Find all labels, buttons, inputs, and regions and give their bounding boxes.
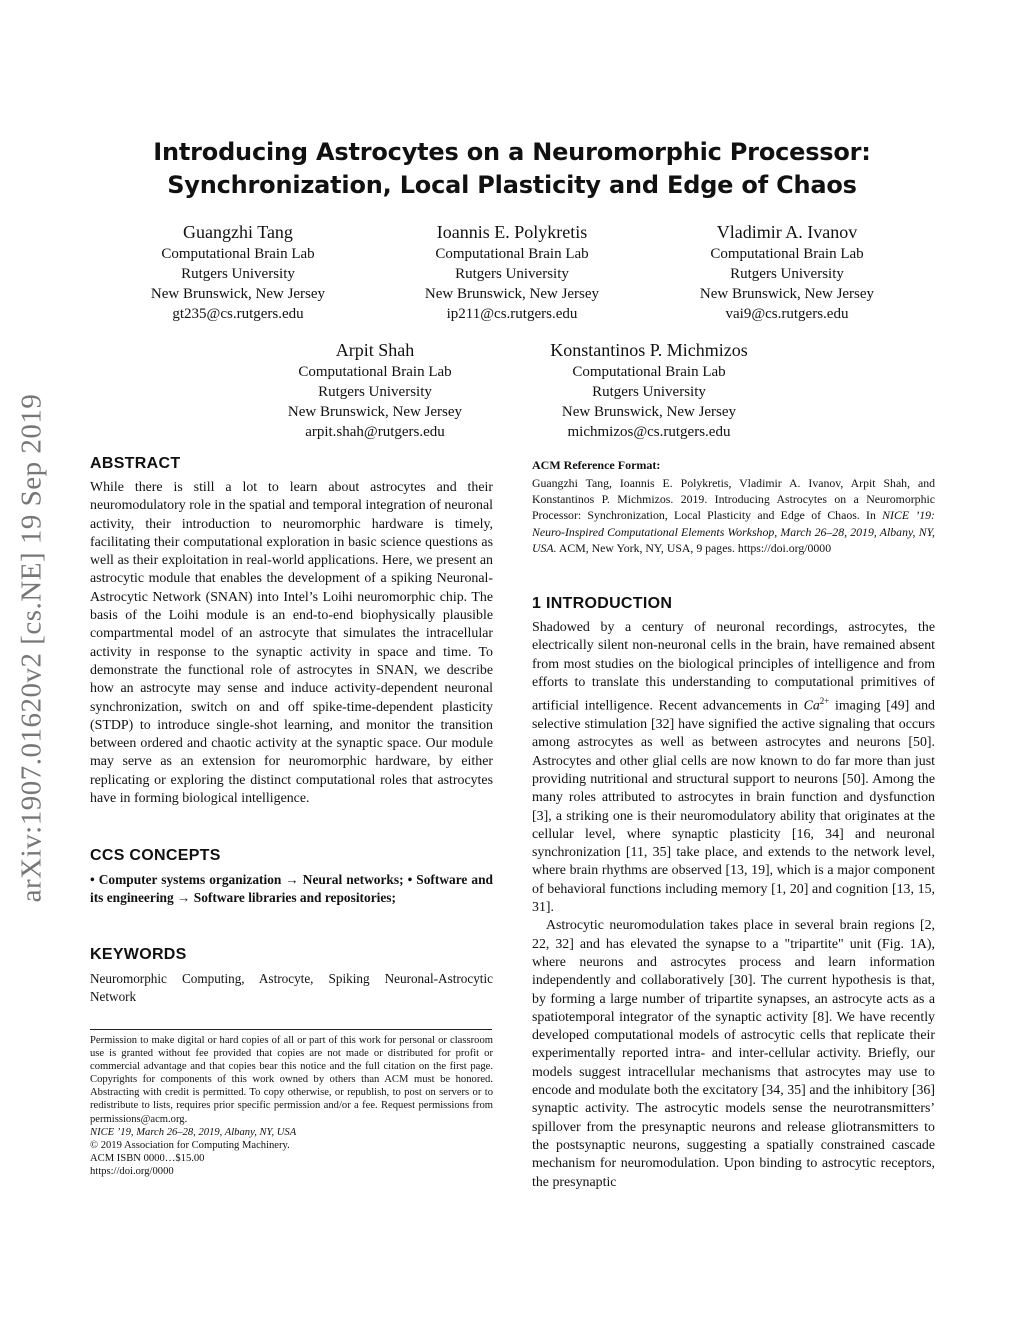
author-location: New Brunswick, New Jersey xyxy=(699,286,875,302)
author-location: New Brunswick, New Jersey xyxy=(287,404,463,420)
author-name: Ioannis E. Polykretis xyxy=(436,222,588,242)
abstract-section xyxy=(90,455,493,808)
abstract-heading: ABSTRACT xyxy=(90,455,181,472)
acm-reference-main: Guangzhi Tang, Ioannis E. Polykretis, Vladimir A. Ivanov, Arpit Shah, and Konstantinos P. Michmizos. 2019. Introducing Astrocytes on a Neuromorphic Processor: Synchronization, Local Plasticity and Edge of Chaos. In xyxy=(532,476,935,523)
author-name: Arpit Shah xyxy=(335,340,415,360)
ccs-heading: CCS CONCEPTS xyxy=(90,847,221,864)
ccs-text: • Computer systems organization → Neural networks; • Software and its engineering → Software libraries and repositories; xyxy=(90,872,493,906)
author-location: New Brunswick, New Jersey xyxy=(561,404,737,420)
author-block xyxy=(108,220,368,324)
author-email[interactable]: vai9@cs.rutgers.edu xyxy=(725,306,849,322)
acm-reference-venue: NICE ’19: Neuro-Inspired Computational Elements Workshop, March 26–28, 2019, Albany, NY, USA. xyxy=(532,508,935,555)
permission-venue: NICE ’19, March 26–28, 2019, Albany, NY, USA xyxy=(90,1126,297,1138)
author-lab: Computational Brain Lab xyxy=(435,246,589,262)
author-email[interactable]: arpit.shah@rutgers.edu xyxy=(305,424,445,440)
author-email[interactable]: michmizos@cs.rutgers.edu xyxy=(567,424,731,440)
acm-reference xyxy=(532,458,935,556)
author-block xyxy=(382,220,642,324)
keywords-section xyxy=(90,946,493,1007)
title-line-1: Introducing Astrocytes on a Neuromorphic Processor: xyxy=(153,138,871,166)
author-university: Rutgers University xyxy=(592,384,706,400)
abstract-text: While there is still a lot to learn about astrocytes and their neuromodulatory role in the spatial and temporal integration of neuronal activity, their introduction to neuromorphic hardware is timely, facilitating their computational exploration in basic science questions as well as their exploitation in real-world applications. Here, we present an astrocytic module that enables the development of a spiking Neuronal-Astrocytic Network (SNAN) into Intel’s Loihi neuromorphic chip. The basis of the Loihi module is an end-to-end biophysically plausible compartmental model of an astrocyte that simulates the intracellular activity in response to the synaptic activity in space and time. To demonstrate the functional role of astrocytes in SNAN, we describe how an astrocyte may sense and induce activity-dependent neuronal synchronization, switch on and off spike-time-dependent plasticity (STDP) to introduce single-shot learning, and monitor the transition between ordered and chaotic activity at the synaptic space. Our module may serve as an extension for neuromorphic hardware, by either replicating or exploring the distinct computational roles that astrocytes have in forming biological intelligence. xyxy=(90,480,493,807)
author-lab: Computational Brain Lab xyxy=(161,246,315,262)
arxiv-watermark xyxy=(10,348,54,948)
author-email[interactable]: ip211@cs.rutgers.edu xyxy=(446,306,578,322)
author-university: Rutgers University xyxy=(318,384,432,400)
title-line-2: Synchronization, Local Plasticity and Edge of Chaos xyxy=(167,171,857,199)
ccs-section xyxy=(90,847,493,908)
author-location: New Brunswick, New Jersey xyxy=(150,286,326,302)
permission-copyright: © 2019 Association for Computing Machinery. xyxy=(90,1139,290,1151)
author-block xyxy=(519,338,779,442)
author-lab: Computational Brain Lab xyxy=(298,364,452,380)
author-location: New Brunswick, New Jersey xyxy=(424,286,600,302)
footnote-rule xyxy=(90,1029,492,1030)
introduction-section xyxy=(532,595,935,1192)
acm-reference-text xyxy=(532,475,935,556)
permission-doi[interactable]: https://doi.org/0000 xyxy=(90,1165,174,1177)
author-name: Konstantinos P. Michmizos xyxy=(550,340,748,360)
author-lab: Computational Brain Lab xyxy=(710,246,864,262)
permission-isbn: ACM ISBN 0000…$15.00 xyxy=(90,1152,205,1164)
author-name: Vladimir A. Ivanov xyxy=(716,222,858,242)
author-university: Rutgers University xyxy=(181,266,295,282)
author-email[interactable]: gt235@cs.rutgers.edu xyxy=(172,306,304,322)
keywords-text: Neuromorphic Computing, Astrocyte, Spiking Neuronal-Astrocytic Network xyxy=(90,971,493,1005)
intro-p1-calcium: Ca xyxy=(803,698,820,714)
author-university: Rutgers University xyxy=(730,266,844,282)
intro-paragraph-1 xyxy=(532,619,935,917)
acm-reference-heading: ACM Reference Format: xyxy=(532,458,661,472)
arxiv-id: arXiv:1907.01620v2 [cs.NE] 19 Sep 2019 xyxy=(15,393,48,903)
paper-title xyxy=(90,136,934,202)
keywords-heading: KEYWORDS xyxy=(90,946,187,963)
intro-paragraph-2: Astrocytic neuromodulation takes place in several brain regions [2, 22, 32] and has elevated the synapse to a "tripartite" unit (Fig. 1A), where neurons and astrocytes process and learn information independently and collaboratively [30]. The current hypothesis is that, by forming a large number of tripartite synapses, an astrocyte acts as a spatiotemporal integrator of the synaptic activity [8]. We have recently developed computational models of astrocytic cells that replicate their experimentally reported intra- and inter-cellular activity. Briefly, our models suggest intracellular mechanisms that astrocytes may use to encode and modulate both the excitatory [34, 35] and the inhibitory [36] synaptic activity. The astrocytic models sense the neurotransmitters’ spillover from the presynaptic neurons and release gliotransmitters to the postsynaptic neurons, suggesting a spatially constrained cascade mechanism for neuromodulation. Upon binding to astrocytic receptors, the presynaptic xyxy=(532,918,935,1190)
acm-reference-tail: ACM, New York, NY, USA, 9 pages. https://doi.org/0000 xyxy=(556,540,832,555)
permission-text: Permission to make digital or hard copies of all or part of this work for personal or classroom use is granted without fee provided that copies are not made or distributed for profit or commercial advantage and that copies bear this notice and the full citation on the first page. Copyrights for components of this work owned by others than ACM must be honored. Abstracting with credit is permitted. To copy otherwise, or republish, to post on servers or to redistribute to lists, requires prior specific permission and/or a fee. Request permissions from permissions@acm.org. xyxy=(90,1035,493,1125)
author-lab: Computational Brain Lab xyxy=(572,364,726,380)
intro-p1-part-b: imaging [49] and selective stimulation [32] have signified the active signaling that occurs among astrocytes as well as between astrocytes and neurons [50]. Astrocytes and other glial cells are now known to do far more than just providing nutritional and structural support to neurons [50]. Among the many roles attributed to astrocytes in brain function and dysfunction [3], a striking one is their neuromodulatory ability that originates at the cellular level, where synaptic plasticity [16, 34] and neuronal synchronization [11, 35] take place, and extends to the network level, where brain rhythms are observed [13, 19], which is a major component of behavioral functions including memory [1, 20] and cognition [13, 15, 31]. xyxy=(532,698,935,916)
author-university: Rutgers University xyxy=(455,266,569,282)
introduction-heading: 1 INTRODUCTION xyxy=(532,595,673,612)
author-block xyxy=(657,220,917,324)
intro-p1-part-a: Shadowed by a century of neuronal recordings, astrocytes, the electrically silent non-neuronal cells in the brain, have remained absent from most studies on the biological principles of intelligence and from efforts to translate this understanding to computational primitives of artificial intelligence. Recent advancements in xyxy=(532,620,935,714)
permission-block xyxy=(90,1034,493,1178)
author-name: Guangzhi Tang xyxy=(183,222,293,242)
author-block xyxy=(245,338,505,442)
intro-p1-superscript: 2+ xyxy=(819,696,830,707)
